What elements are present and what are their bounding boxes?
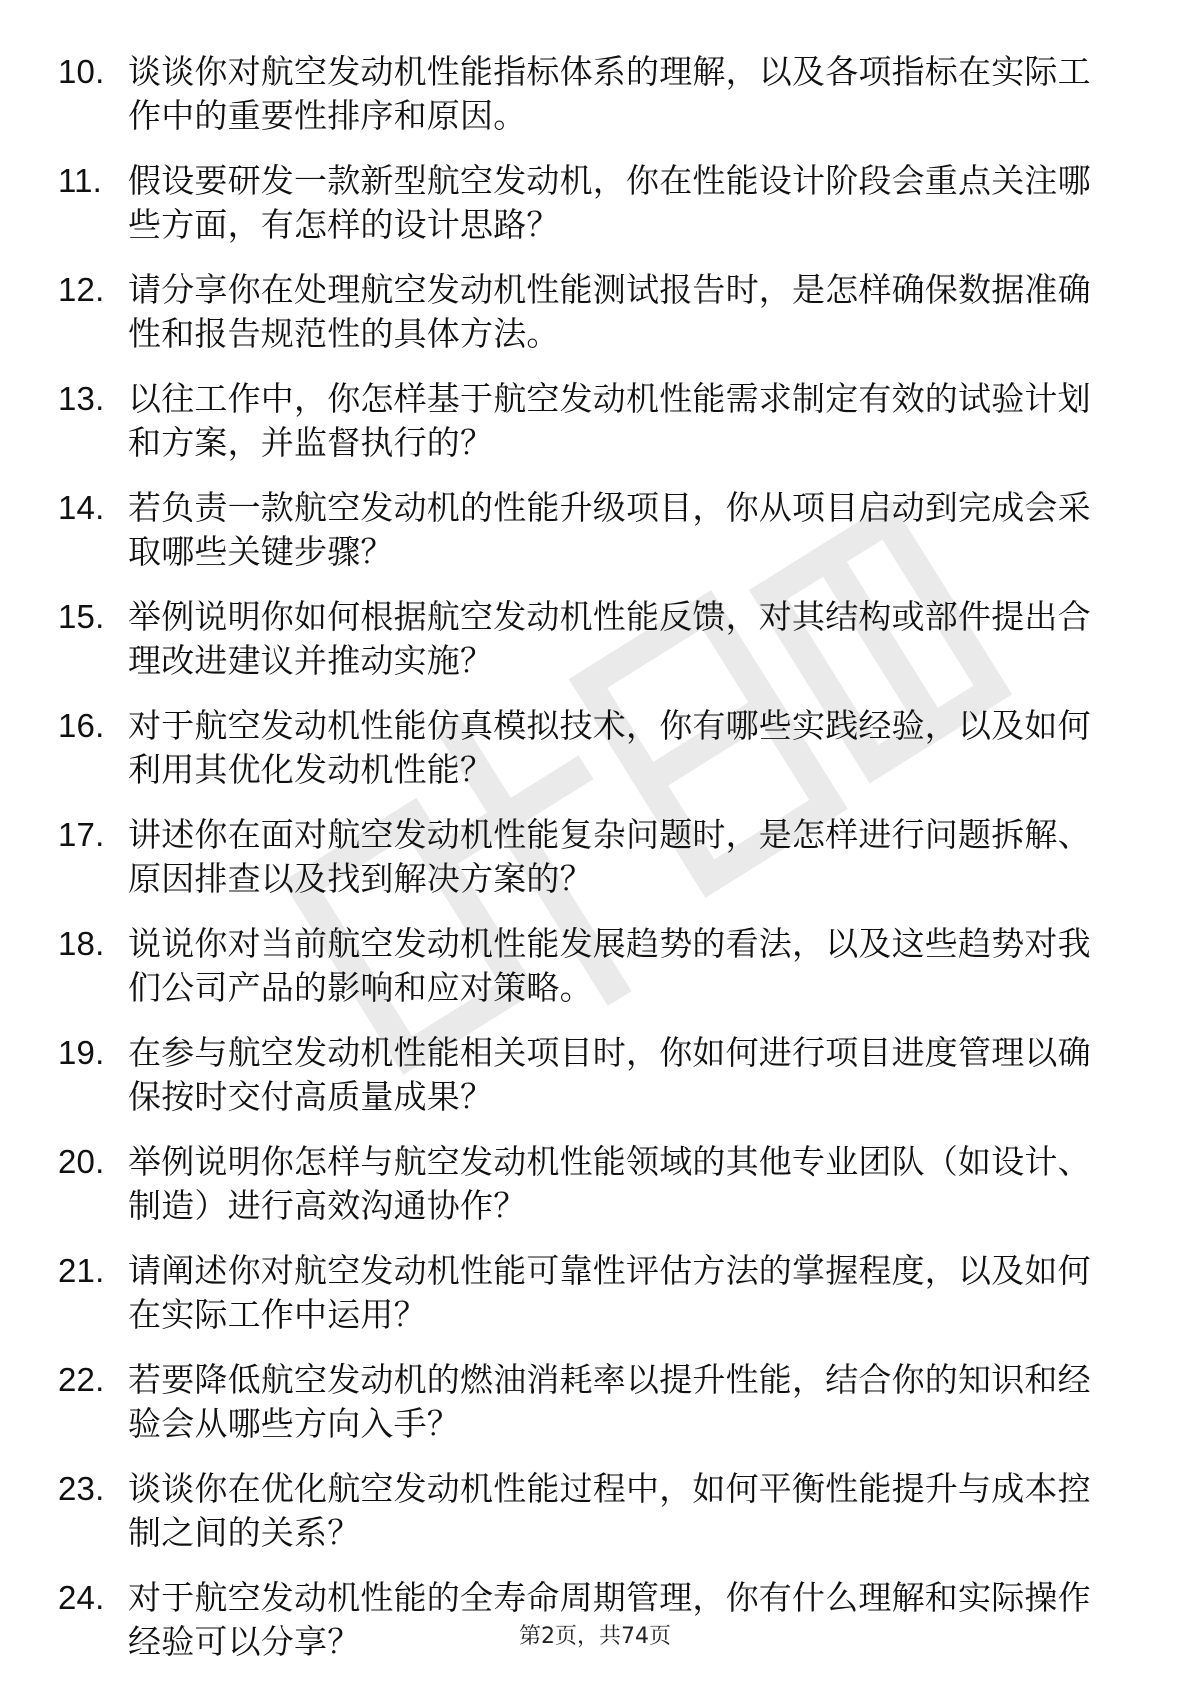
item-text: 谈谈你在优化航空发动机性能过程中，如何平衡性能提升与成本控制之间的关系？ bbox=[128, 1469, 1091, 1552]
item-text: 说说你对当前航空发动机性能发展趋势的看法，以及这些趋势对我们公司产品的影响和应对策略。 bbox=[128, 924, 1091, 1007]
item-number: 10. bbox=[58, 53, 105, 90]
item-text: 在参与航空发动机性能相关项目时，你如何进行项目进度管理以确保按时交付高质量成果？ bbox=[128, 1033, 1091, 1116]
item-text: 假设要研发一款新型航空发动机，你在性能设计阶段会重点关注哪些方面，有怎样的设计思路？ bbox=[128, 161, 1091, 244]
list-item bbox=[58, 1031, 1118, 1118]
item-text: 若要降低航空发动机的燃油消耗率以提升性能，结合你的知识和经验会从哪些方向入手？ bbox=[128, 1360, 1091, 1443]
list-item bbox=[58, 1249, 1118, 1336]
item-text: 请阐述你对航空发动机性能可靠性评估方法的掌握程度，以及如何在实际工作中运用？ bbox=[128, 1251, 1091, 1334]
list-item bbox=[58, 595, 1118, 682]
item-number: 21. bbox=[58, 1252, 105, 1289]
item-number: 19. bbox=[58, 1034, 105, 1071]
item-text: 对于航空发动机性能的全寿命周期管理，你有什么理解和实际操作经验可以分享？ bbox=[128, 1578, 1091, 1661]
list-item bbox=[58, 1467, 1118, 1554]
item-text: 以往工作中，你怎样基于航空发动机性能需求制定有效的试验计划和方案，并监督执行的？ bbox=[128, 379, 1091, 462]
item-text: 举例说明你如何根据航空发动机性能反馈，对其结构或部件提出合理改进建议并推动实施？ bbox=[128, 597, 1091, 680]
item-text: 谈谈你对航空发动机性能指标体系的理解，以及各项指标在实际工作中的重要性排序和原因。 bbox=[128, 52, 1091, 135]
list-item bbox=[58, 1140, 1118, 1227]
item-number: 22. bbox=[58, 1361, 105, 1398]
item-number: 17. bbox=[58, 816, 105, 853]
list-item bbox=[58, 922, 1118, 1009]
item-number: 11. bbox=[58, 162, 103, 199]
item-number: 15. bbox=[58, 598, 105, 635]
item-number: 13. bbox=[58, 380, 105, 417]
list-item bbox=[58, 1358, 1118, 1445]
item-number: 12. bbox=[58, 271, 105, 308]
list-item bbox=[58, 377, 1118, 464]
list-item bbox=[58, 50, 1118, 137]
list-item bbox=[58, 704, 1118, 791]
list-item bbox=[58, 486, 1118, 573]
item-text: 若负责一款航空发动机的性能升级项目，你从项目启动到完成会采取哪些关键步骤？ bbox=[128, 488, 1091, 571]
item-text: 举例说明你怎样与航空发动机性能领域的其他专业团队（如设计、制造）进行高效沟通协作？ bbox=[128, 1142, 1091, 1225]
list-item bbox=[58, 813, 1118, 900]
item-text: 请分享你在处理航空发动机性能测试报告时，是怎样确保数据准确性和报告规范性的具体方法。 bbox=[128, 270, 1091, 353]
list-item bbox=[58, 159, 1118, 246]
item-number: 16. bbox=[58, 707, 105, 744]
page-footer: 第2页，共74页 bbox=[519, 1624, 671, 1649]
item-number: 23. bbox=[58, 1470, 105, 1507]
list-item bbox=[58, 268, 1118, 355]
question-list bbox=[58, 50, 1118, 1685]
item-text: 对于航空发动机性能仿真模拟技术，你有哪些实践经验，以及如何利用其优化发动机性能？ bbox=[128, 706, 1091, 789]
item-text: 讲述你在面对航空发动机性能复杂问题时，是怎样进行问题拆解、原因排查以及找到解决方案的？ bbox=[128, 815, 1091, 898]
item-number: 14. bbox=[58, 489, 105, 526]
item-number: 24. bbox=[58, 1579, 105, 1616]
item-number: 20. bbox=[58, 1143, 105, 1180]
item-number: 18. bbox=[58, 925, 105, 962]
